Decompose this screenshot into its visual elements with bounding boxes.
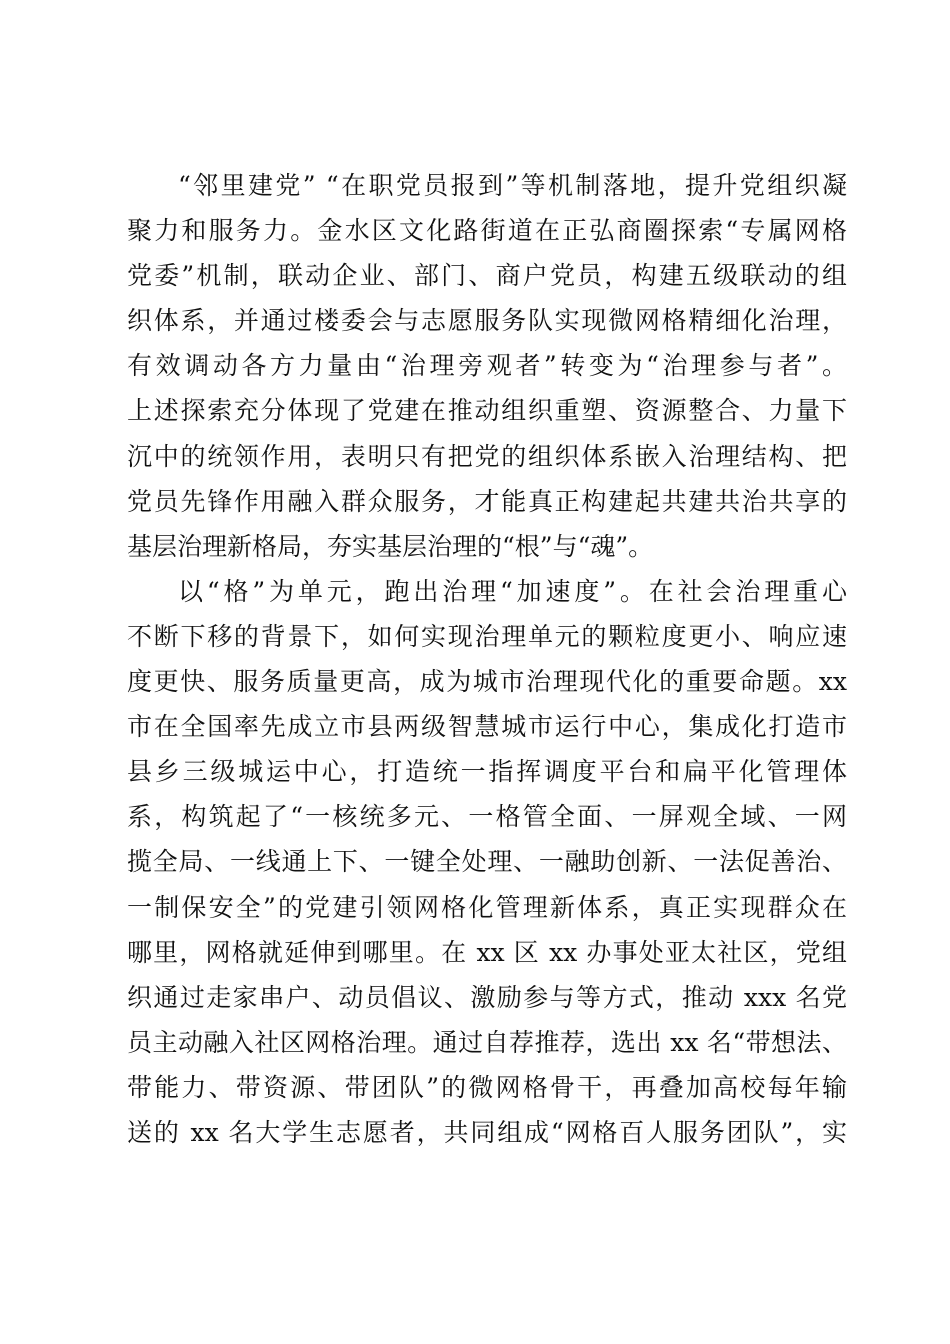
document-body (127, 163, 847, 1155)
paragraph-line: 上述探索充分体现了党建在推动组织重塑、资源整合、力量下 (127, 396, 847, 426)
paragraph-line: 织通过走家串户、动员倡议、激励参与等方式，推动 xxx 名党 (127, 982, 847, 1012)
paragraph-line: 带能力、带资源、带团队”的微网格骨干，再叠加高校每年输 (127, 1072, 847, 1102)
paragraph-line: 揽全局、一线通上下、一键全处理、一融助创新、一法促善治、 (127, 847, 847, 877)
paragraph-line: 党员先锋作用融入群众服务，才能真正构建起共建共治共享的 (127, 486, 847, 516)
paragraph-line: 聚力和服务力。金水区文化路街道在正弘商圈探索“专属网格 (127, 216, 847, 246)
paragraph-line: 哪里，网格就延伸到哪里。在 xx 区 xx 办事处亚太社区，党组 (127, 937, 847, 967)
paragraph-line: 系，构筑起了“一核统多元、一格管全面、一屏观全域、一网 (127, 802, 847, 832)
paragraph-line: 织体系，并通过楼委会与志愿服务队实现微网格精细化治理， (127, 306, 847, 336)
paragraph-line: 党委”机制，联动企业、部门、商户党员，构建五级联动的组 (127, 261, 847, 291)
paragraph-line: 送的 xx 名大学生志愿者，共同组成“网格百人服务团队”，实 (127, 1117, 847, 1147)
paragraph-line: 员主动融入社区网格治理。通过自荐推荐，选出 xx 名“带想法、 (127, 1027, 847, 1057)
paragraph-line: 市在全国率先成立市县两级智慧城市运行中心，集成化打造市 (127, 712, 847, 742)
paragraph-line: 以“格”为单元，跑出治理“加速度”。在社会治理重心 (178, 576, 847, 606)
paragraph-1 (127, 163, 847, 569)
paragraph-line: 度更快、服务质量更高，成为城市治理现代化的重要命题。xx (127, 667, 847, 697)
paragraph-line: 一制保安全”的党建引领网格化管理新体系，真正实现群众在 (127, 892, 847, 922)
paragraph-2 (127, 569, 847, 1155)
paragraph-line: 县乡三级城运中心，打造统一指挥调度平台和扁平化管理体 (127, 757, 847, 787)
paragraph-line: 有效调动各方力量由“治理旁观者”转变为“治理参与者”。 (127, 351, 847, 381)
paragraph-line: “邻里建党” “在职党员报到”等机制落地，提升党组织凝 (178, 171, 847, 200)
paragraph-line: 沉中的统领作用，表明只有把党的组织体系嵌入治理结构、把 (127, 441, 847, 471)
paragraph-line: 基层治理新格局，夯实基层治理的“根”与“魂”。 (127, 531, 654, 561)
paragraph-line: 不断下移的背景下，如何实现治理单元的颗粒度更小、响应速 (127, 621, 847, 651)
